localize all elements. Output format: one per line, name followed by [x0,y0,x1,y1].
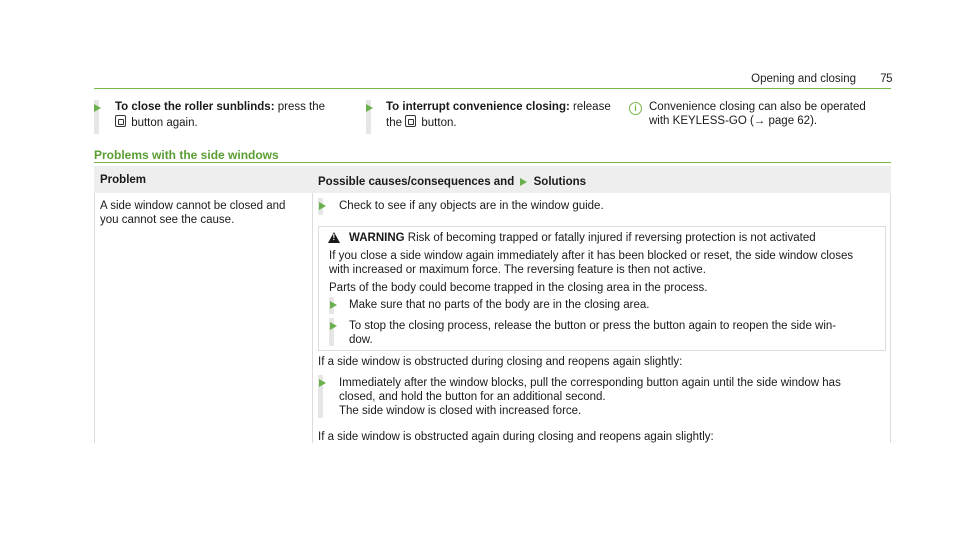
step-label: To close the roller sunblinds: [115,101,275,113]
warning-step-2-line-1: To stop the closing process, release the button or press the button again to reopen the side win- [349,320,837,332]
step-arrow-icon [319,202,326,210]
check-step: Check to see if any objects are in the window guide. [339,200,604,212]
section-title: Problems with the side windows [94,148,279,162]
warning-step-1: Make sure that no parts of the body are in the closing area. [349,299,650,311]
info-line-1: Convenience closing can also be operated [649,101,866,113]
step-interrupt-closing [386,100,626,130]
column-header-solutions-post: Solutions [533,176,587,188]
obstructed-step [339,376,841,418]
info-icon: i [629,102,642,115]
info-line-2: with KEYLESS-GO (→ page 62). [649,115,818,127]
obstructed-step-line-3: The side window is closed with increased force. [339,405,582,417]
warning-step-2 [349,319,836,347]
step-arrow-icon [94,104,101,112]
warning-headline-text: Risk of becoming trapped or fatally injured if reversing protection is not activated [404,232,816,244]
warning-icon [328,232,340,243]
warning-headline [349,231,816,245]
column-header-problem: Problem [100,174,147,186]
running-header-title: Opening and closing [751,73,856,85]
column-header-solutions [318,176,586,188]
warning-step-2-line-2: dow. [349,334,373,346]
obstructed-step-line-2: closed, and hold the button for an additional second. [339,391,606,403]
lock-button-icon [115,115,126,127]
warning-paragraph-1 [329,249,853,277]
table-border-left [94,193,95,443]
step-arrow-icon [366,104,373,112]
warning-paragraph-2: Parts of the body could become trapped in the closing area in the process. [329,282,708,294]
section-rule [94,162,891,163]
info-note [649,100,899,128]
problem-line-2: you cannot see the cause. [100,214,235,226]
obstructed-note-1: If a side window is obstructed during closing and reopens again slightly: [318,356,683,368]
problem-line-1: A side window cannot be closed and [100,200,286,212]
page-number: 75 [880,73,892,85]
column-header-solutions-pre: Possible causes/consequences and [318,176,515,188]
obstructed-note-2: If a side window is obstructed again during closing and reopens again slightly: [318,431,714,443]
warning-label: WARNING [349,232,405,244]
step-text: release [569,101,611,113]
step-label: To interrupt convenience closing: [386,101,570,113]
step-text-2: button again. [128,117,198,129]
problem-cell [100,199,305,227]
step-text-2a: the [386,117,406,129]
table-column-divider [312,193,313,443]
step-text-2b: button. [418,117,457,129]
step-arrow-icon [330,322,337,330]
table-border-right [890,193,891,443]
obstructed-step-line-1: Immediately after the window blocks, pull the corresponding button again until the side window has [339,377,841,389]
step-text: press the [274,101,326,113]
lock-button-icon [405,115,416,127]
warning-p1-line-2: with increased or maximum force. The reversing feature is then not active. [329,264,706,276]
step-arrow-icon [520,178,527,186]
step-arrow-icon [330,301,337,309]
header-rule [94,88,891,89]
step-close-sunblinds [115,100,345,130]
step-arrow-icon [319,379,326,387]
warning-p1-line-1: If you close a side window again immediately after it has been blocked or reset, the side window closes [329,250,854,262]
